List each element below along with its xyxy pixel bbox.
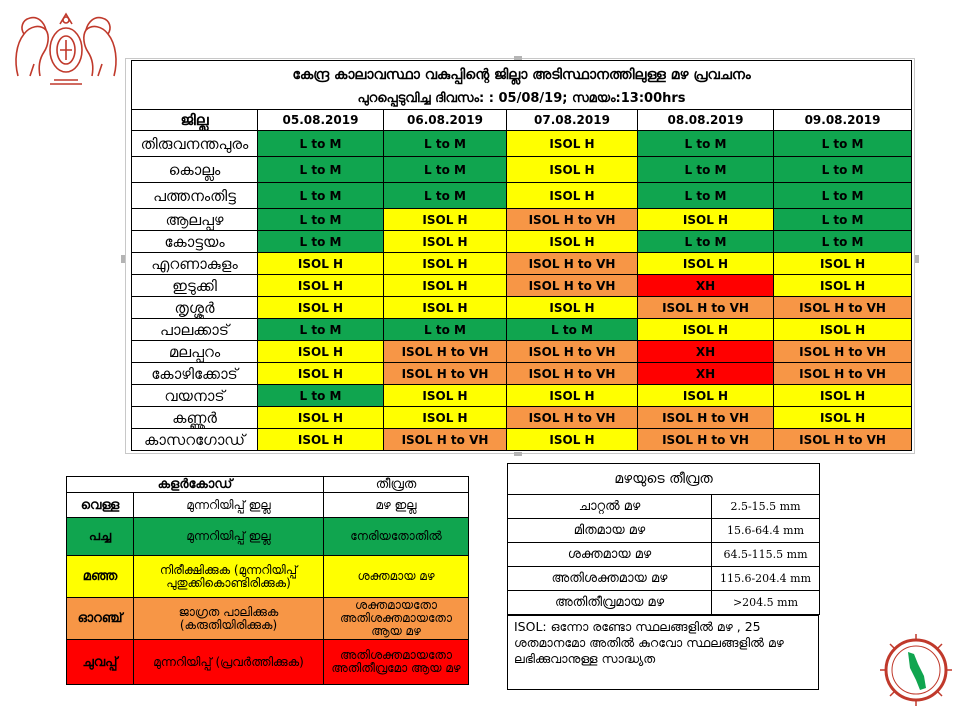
forecast-cell: ISOL H [774, 253, 912, 275]
legend-color-name: മഞ്ഞ [67, 556, 134, 598]
legend-intensity: ശക്തമായ മഴ [324, 556, 469, 598]
rain-intensity-row [508, 519, 820, 543]
rain-intensity-row [508, 567, 820, 591]
district-name: എറണാകുളം [132, 253, 258, 275]
legend-row [67, 598, 469, 640]
forecast-cell: L to M [774, 209, 912, 231]
district-name: തൃശ്ശൂർ [132, 297, 258, 319]
forecast-cell: ISOL H [507, 429, 638, 451]
forecast-cell: L to M [384, 319, 507, 341]
forecast-cell: ISOL H to VH [774, 363, 912, 385]
forecast-cell: XH [638, 341, 774, 363]
rain-category: ചാറ്റൽ മഴ [508, 495, 712, 519]
forecast-cell: ISOL H [384, 407, 507, 429]
rain-range: 15.6-64.4 mm [712, 519, 820, 543]
district-name: കാസറഗോഡ് [132, 429, 258, 451]
forecast-cell: ISOL H [774, 407, 912, 429]
rain-range: 64.5-115.5 mm [712, 543, 820, 567]
district-name: ആലപ്പുഴ [132, 209, 258, 231]
legend-meaning: നിരീക്ഷിക്കുക (മുന്നറിയിപ്പ് പുതുക്കികൊണ്ടിരിക്കുക) [134, 556, 324, 598]
kerala-disaster-management-logo-icon [878, 632, 954, 708]
forecast-cell: ISOL H [384, 297, 507, 319]
forecast-cell: L to M [258, 209, 384, 231]
forecast-cell: ISOL H to VH [638, 297, 774, 319]
forecast-cell: ISOL H [774, 385, 912, 407]
forecast-cell: ISOL H [638, 209, 774, 231]
rain-category: ശക്തമായ മഴ [508, 543, 712, 567]
legend-meaning: മുന്നറിയിപ്പ് ഇല്ല [134, 493, 324, 518]
district-row [132, 131, 912, 157]
forecast-cell: ISOL H [507, 131, 638, 157]
forecast-cell: L to M [774, 131, 912, 157]
forecast-cell: ISOL H [384, 385, 507, 407]
legend-row [67, 556, 469, 598]
header-row [132, 110, 912, 131]
forecast-cell: ISOL H [258, 297, 384, 319]
legend-color-name: പച്ച [67, 518, 134, 556]
legend-color-name: ഓറഞ്ച് [67, 598, 134, 640]
forecast-cell: ISOL H [774, 275, 912, 297]
forecast-cell: L to M [638, 131, 774, 157]
district-row [132, 429, 912, 451]
forecast-cell: L to M [638, 157, 774, 183]
district-name: ഇടുക്കി [132, 275, 258, 297]
legend-row [67, 640, 469, 685]
legend-intensity: നേരിയതോതിൽ [324, 518, 469, 556]
district-header: ജില്ല [132, 110, 258, 131]
legend-header-intensity: തീവ്രത [324, 477, 469, 493]
rain-intensity-row [508, 495, 820, 519]
rain-intensity-table [507, 463, 820, 615]
district-name: കോട്ടയം [132, 231, 258, 253]
forecast-cell: L to M [258, 319, 384, 341]
forecast-cell: L to M [384, 131, 507, 157]
forecast-cell: L to M [258, 385, 384, 407]
forecast-cell: XH [638, 275, 774, 297]
rain-intensity-row [508, 591, 820, 615]
district-row [132, 407, 912, 429]
district-name: തിരുവനന്തപുരം [132, 131, 258, 157]
forecast-cell: ISOL H to VH [774, 297, 912, 319]
forecast-cell: L to M [384, 157, 507, 183]
forecast-cell: ISOL H [384, 253, 507, 275]
forecast-cell: ISOL H [507, 183, 638, 209]
forecast-cell: L to M [507, 319, 638, 341]
forecast-cell: ISOL H [507, 231, 638, 253]
forecast-cell: L to M [774, 157, 912, 183]
date-header: 05.08.2019 [258, 110, 384, 131]
date-header: 08.08.2019 [638, 110, 774, 131]
color-code-legend [66, 476, 469, 685]
district-row [132, 231, 912, 253]
forecast-cell: L to M [258, 231, 384, 253]
legend-color-name: ചുവപ്പ് [67, 640, 134, 685]
date-header: 06.08.2019 [384, 110, 507, 131]
legend-row [67, 518, 469, 556]
legend-meaning: മുന്നറിയിപ്പ് (പ്രവർത്തിക്കുക) [134, 640, 324, 685]
forecast-cell: L to M [774, 231, 912, 253]
district-row [132, 253, 912, 275]
rain-category: അതിതീവ്രമായ മഴ [508, 591, 712, 615]
legend-intensity: ശക്തമായതോ അതിശക്തമായതോ ആയ മഴ [324, 598, 469, 640]
forecast-cell: ISOL H [258, 341, 384, 363]
isol-note: ISOL: ഒന്നോ രണ്ടോ സ്ഥലങ്ങളിൽ മഴ , 25 ശതമാനമോ അതിൽ കുറവോ സ്ഥലങ്ങളിൽ മഴ ലഭിക്കുവാനുള്ള സാദ്ധ്യത [507, 615, 819, 690]
forecast-cell: L to M [258, 183, 384, 209]
rain-range: >204.5 mm [712, 591, 820, 615]
forecast-cell: ISOL H [258, 407, 384, 429]
forecast-title: കേന്ദ്ര കാലാവസ്ഥാ വകുപ്പിന്റെ ജില്ലാ അടിസ്ഥാനത്തിലുള്ള മഴ പ്രവചനം [132, 61, 912, 89]
forecast-cell: ISOL H [507, 157, 638, 183]
forecast-cell: ISOL H to VH [638, 429, 774, 451]
forecast-cell: L to M [638, 231, 774, 253]
forecast-cell: ISOL H to VH [507, 253, 638, 275]
rain-intensity-title: മഴയുടെ തീവ്രത [508, 464, 820, 495]
forecast-cell: ISOL H [258, 253, 384, 275]
forecast-cell: ISOL H to VH [774, 429, 912, 451]
date-header: 09.08.2019 [774, 110, 912, 131]
district-name: കൊല്ലം [132, 157, 258, 183]
forecast-cell: ISOL H to VH [507, 275, 638, 297]
rain-category: മിതമായ മഴ [508, 519, 712, 543]
forecast-cell: ISOL H [638, 319, 774, 341]
district-row [132, 275, 912, 297]
forecast-cell: ISOL H [638, 253, 774, 275]
forecast-cell: ISOL H to VH [507, 209, 638, 231]
district-row [132, 341, 912, 363]
district-name: പാലക്കാട് [132, 319, 258, 341]
rain-category: അതിശക്തമായ മഴ [508, 567, 712, 591]
forecast-cell: ISOL H to VH [774, 341, 912, 363]
forecast-cell: L to M [384, 183, 507, 209]
forecast-cell: ISOL H [774, 319, 912, 341]
forecast-cell: ISOL H [384, 275, 507, 297]
district-name: മലപ്പുറം [132, 341, 258, 363]
forecast-cell: ISOL H to VH [507, 341, 638, 363]
forecast-cell: ISOL H to VH [507, 407, 638, 429]
legend-header-colorcode: കളർകോഡ് [67, 477, 324, 493]
forecast-cell: ISOL H [258, 275, 384, 297]
forecast-cell: ISOL H [507, 385, 638, 407]
forecast-cell: L to M [258, 157, 384, 183]
legend-intensity: അതിശക്തമായതോ അതിതീവ്രമോ ആയ മഴ [324, 640, 469, 685]
district-name: പത്തനംതിട്ട [132, 183, 258, 209]
forecast-cell: L to M [638, 183, 774, 209]
legend-meaning: ജാഗ്രത പാലിക്കുക (കരുതിയിരിക്കുക) [134, 598, 324, 640]
district-row [132, 157, 912, 183]
rain-range: 2.5-15.5 mm [712, 495, 820, 519]
district-name: വയനാട് [132, 385, 258, 407]
forecast-cell: ISOL H to VH [507, 363, 638, 385]
forecast-cell: ISOL H [258, 363, 384, 385]
rain-range: 115.6-204.4 mm [712, 567, 820, 591]
district-row [132, 319, 912, 341]
kerala-emblem-icon [10, 6, 122, 88]
forecast-cell: ISOL H [507, 297, 638, 319]
forecast-cell: ISOL H [638, 385, 774, 407]
forecast-subtitle: പുറപ്പെടുവിച്ച ദിവസം: : 05/08/19; സമയം:13:00hrs [132, 89, 912, 110]
forecast-cell: ISOL H to VH [638, 407, 774, 429]
district-row [132, 385, 912, 407]
forecast-table [131, 60, 912, 451]
forecast-cell: ISOL H [384, 231, 507, 253]
district-row [132, 183, 912, 209]
district-row [132, 209, 912, 231]
forecast-cell: ISOL H [258, 429, 384, 451]
legend-meaning: മുന്നറിയിപ്പ് ഇല്ല [134, 518, 324, 556]
district-name: കോഴിക്കോട് [132, 363, 258, 385]
legend-color-name: വെള്ള [67, 493, 134, 518]
legend-intensity: മഴ ഇല്ല [324, 493, 469, 518]
legend-row [67, 493, 469, 518]
forecast-cell: L to M [774, 183, 912, 209]
forecast-cell: ISOL H [384, 209, 507, 231]
forecast-cell: ISOL H to VH [384, 429, 507, 451]
rain-intensity-row [508, 543, 820, 567]
forecast-cell: L to M [258, 131, 384, 157]
forecast-cell: ISOL H to VH [384, 341, 507, 363]
district-name: കണ്ണൂർ [132, 407, 258, 429]
district-row [132, 297, 912, 319]
forecast-cell: ISOL H to VH [384, 363, 507, 385]
forecast-cell: XH [638, 363, 774, 385]
district-row [132, 363, 912, 385]
date-header: 07.08.2019 [507, 110, 638, 131]
